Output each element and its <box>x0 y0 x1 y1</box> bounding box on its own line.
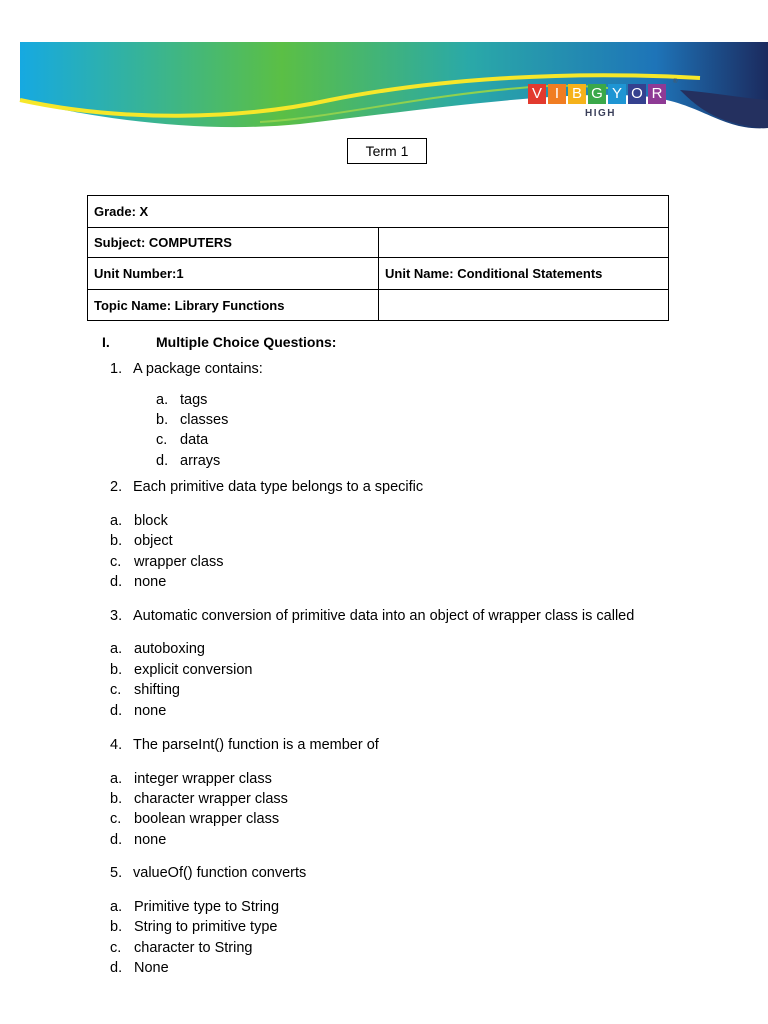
question-4 <box>110 737 379 753</box>
question-text: Automatic conversion of primitive data into an object of wrapper class is called <box>133 608 635 624</box>
option-text: None <box>134 960 169 976</box>
option-text: wrapper class <box>134 554 224 570</box>
option-letter: a. <box>110 771 123 787</box>
registered-mark: ® <box>673 79 678 85</box>
option-text: none <box>134 574 167 590</box>
option-letter: a. <box>156 392 169 408</box>
option-letter: a. <box>110 641 123 657</box>
option-letter: b. <box>156 412 169 428</box>
logo-letter: O <box>628 84 646 104</box>
option-letter: c. <box>110 811 122 827</box>
option-text: character to String <box>134 940 253 956</box>
option-text: String to primitive type <box>134 919 278 935</box>
option-letter: a. <box>110 513 123 529</box>
option-letter: a. <box>110 899 123 915</box>
section-heading <box>102 334 336 350</box>
option-text: none <box>134 703 167 719</box>
subject-empty-cell <box>379 228 669 258</box>
option-b <box>110 662 252 678</box>
grade-cell: Grade: X <box>88 196 669 228</box>
question-2 <box>110 479 423 495</box>
option-d <box>156 453 220 469</box>
option-text: tags <box>180 392 208 408</box>
vibgyor-logo <box>528 84 668 104</box>
option-text: integer wrapper class <box>134 771 272 787</box>
option-letter: b. <box>110 791 123 807</box>
option-text: autoboxing <box>134 641 205 657</box>
logo-letter: B <box>568 84 586 104</box>
option-c <box>110 554 223 570</box>
option-text: classes <box>180 412 229 428</box>
topic-empty-cell <box>379 290 669 321</box>
option-letter: d. <box>110 703 123 719</box>
logo-subtitle: HIGH <box>585 108 616 119</box>
option-letter: c. <box>156 432 168 448</box>
question-number: 1. <box>110 361 123 377</box>
option-a <box>156 392 207 408</box>
option-a <box>110 513 168 529</box>
unit-number-cell: Unit Number:1 <box>88 258 379 290</box>
option-letter: d. <box>110 574 123 590</box>
option-b <box>110 791 288 807</box>
option-text: Primitive type to String <box>134 899 280 915</box>
option-c <box>110 940 252 956</box>
unit-name-cell: Unit Name: Conditional Statements <box>379 258 669 290</box>
logo-letter: Y <box>608 84 626 104</box>
option-c <box>156 432 208 448</box>
option-b <box>156 412 228 428</box>
option-letter: d. <box>110 960 123 976</box>
question-3 <box>110 608 634 624</box>
option-a <box>110 899 279 915</box>
option-a <box>110 771 272 787</box>
option-letter: d. <box>156 453 169 469</box>
option-text: boolean wrapper class <box>134 811 280 827</box>
option-letter: c. <box>110 940 122 956</box>
question-text: valueOf() function converts <box>133 865 307 881</box>
question-number: 3. <box>110 608 123 624</box>
header-banner <box>0 0 768 140</box>
term-box: Term 1 <box>347 138 427 164</box>
option-d <box>110 960 169 976</box>
option-letter: c. <box>110 682 122 698</box>
option-text: data <box>180 432 209 448</box>
question-number: 4. <box>110 737 123 753</box>
question-number: 2. <box>110 479 123 495</box>
question-5 <box>110 865 306 881</box>
option-letter: b. <box>110 919 123 935</box>
question-1 <box>110 361 263 377</box>
logo-letter: R <box>648 84 666 104</box>
subject-cell: Subject: COMPUTERS <box>88 228 379 258</box>
logo-letter: V <box>528 84 546 104</box>
option-letter: b. <box>110 533 123 549</box>
logo-letter: G <box>588 84 606 104</box>
option-b <box>110 533 173 549</box>
question-text: A package contains: <box>133 361 263 377</box>
option-text: arrays <box>180 453 221 469</box>
option-a <box>110 641 205 657</box>
option-d <box>110 832 166 848</box>
section-number: I. <box>102 334 110 350</box>
option-text: none <box>134 832 167 848</box>
option-d <box>110 703 166 719</box>
question-number: 5. <box>110 865 123 881</box>
question-text: The parseInt() function is a member of <box>133 737 379 753</box>
question-text: Each primitive data type belongs to a specific <box>133 479 424 495</box>
option-text: object <box>134 533 173 549</box>
option-letter: d. <box>110 832 123 848</box>
option-text: block <box>134 513 168 529</box>
topic-name-cell: Topic Name: Library Functions <box>88 290 379 321</box>
option-b <box>110 919 277 935</box>
option-c <box>110 811 279 827</box>
info-table <box>87 195 669 321</box>
option-text: character wrapper class <box>134 791 288 807</box>
option-text: explicit conversion <box>134 662 253 678</box>
option-letter: b. <box>110 662 123 678</box>
option-text: shifting <box>134 682 180 698</box>
logo-letter: I <box>548 84 566 104</box>
option-d <box>110 574 166 590</box>
section-title: Multiple Choice Questions: <box>156 334 337 350</box>
option-c <box>110 682 180 698</box>
option-letter: c. <box>110 554 122 570</box>
